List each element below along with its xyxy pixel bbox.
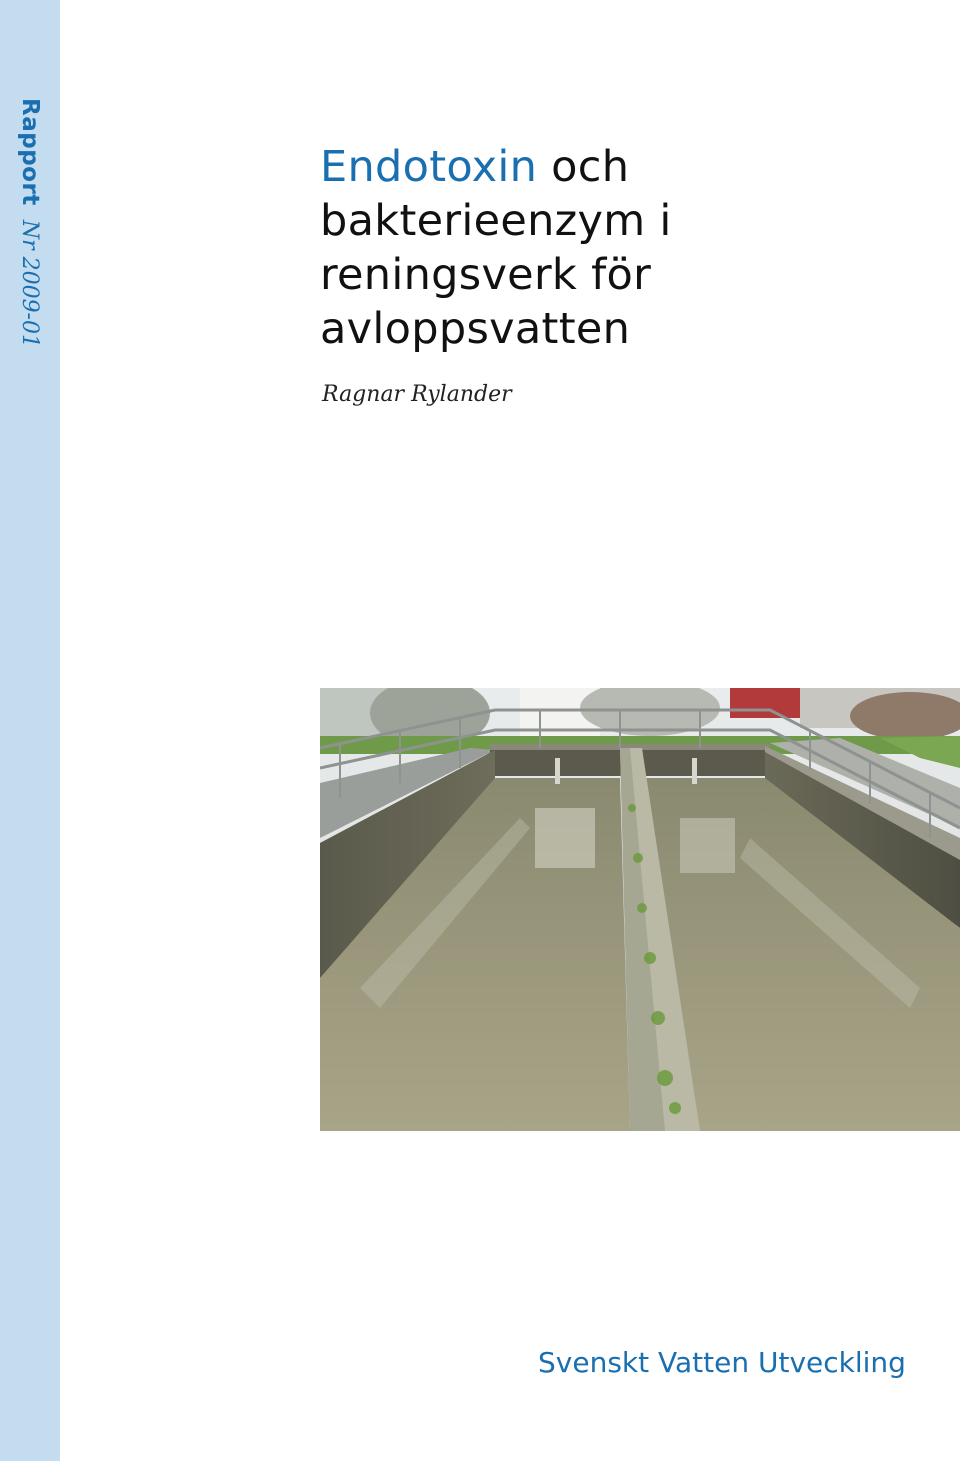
treatment-basin-illustration — [320, 688, 960, 1131]
title-line1-rest: och — [537, 142, 630, 192]
cover-spine — [0, 0, 60, 1461]
title-line3: reningsverk för — [320, 250, 652, 300]
spine-report-number: Nr 2009-01 — [17, 219, 43, 348]
publisher-name: Svenskt Vatten Utveckling — [538, 1346, 906, 1379]
author-name: Ragnar Rylander — [322, 382, 512, 407]
report-title — [320, 140, 940, 356]
cover-photo — [320, 688, 960, 1131]
title-accent-word: Endotoxin — [320, 142, 538, 192]
spine-label — [6, 98, 54, 358]
title-line4: avloppsvatten — [320, 304, 631, 354]
title-line2: bakterieenzym i — [320, 196, 672, 246]
spine-rapport-label: Rapport — [17, 98, 43, 206]
